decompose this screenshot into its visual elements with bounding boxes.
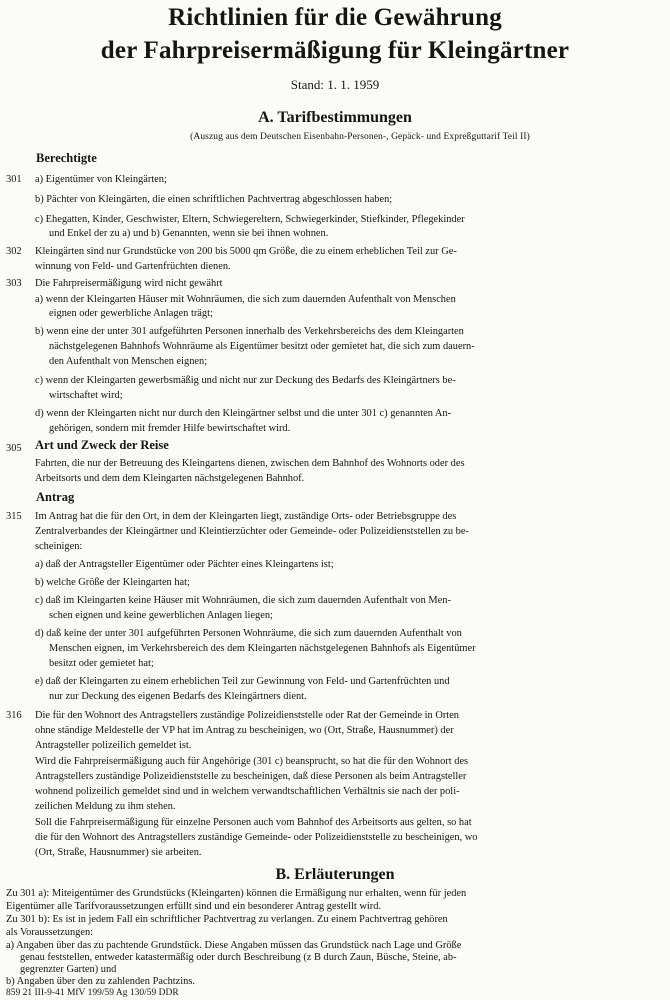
antrag-b: b) welche Größe der Kleingarten hat; [35, 577, 190, 588]
paragraph-number: 305 [6, 443, 22, 454]
p316-line2: ohne ständige Meldestelle der VP hat im Antrag zu bescheinigen, wo (Ort, Straße, Hausnummer) der [35, 725, 454, 736]
berechtigte-a: a) Eigentümer von Kleingärten; [35, 174, 167, 185]
art-line2: Arbeitsorts und dem dem Kleingarten nächstgelegenen Bahnhof. [35, 473, 305, 484]
p316-line10: (Ort, Straße, Hausnummer) sie arbeiten. [35, 847, 202, 858]
antrag-d-line1: d) daß keine der unter 301 aufgeführten Personen Wohnräume, die sich zum dauernden Aufenthalt von [35, 628, 462, 639]
antrag-d-line2: Menschen eignen, im Verkehrsbereich des dem Kleingarten nächstgelegenen Bahnhofs als Eigentümer [49, 643, 476, 654]
p303-c-line2: wirtschaftet wird; [49, 390, 123, 401]
section-a-heading: A. Tarifbestimmungen [258, 109, 412, 126]
zu301b-line2: als Voraussetzungen: [6, 927, 94, 938]
p316-line7: zeilichen Meldung zu ihm stehen. [35, 801, 176, 812]
antrag-c-line2: schen eignen und keine gewerblichen Anlagen liegen; [49, 610, 273, 621]
p316-line9: die für den Wohnort des Antragstellers zuständige Gemeinde- oder Polizeidienststelle zu bescheinigen, wo [35, 832, 478, 843]
p303-b-line1: b) wenn eine der unter 301 aufgeführten Personen innerhalb des Verkehrsbereichs des dem Kleingarten [35, 326, 464, 337]
p303-a-line2: eignen oder gewerbliche Anlagen trägt; [49, 308, 213, 319]
p303-d-line2: gehörigen, sondern mit fremder Hilfe bewirtschaftet wird. [49, 423, 291, 434]
antrag-intro-line3: scheinigen: [35, 541, 83, 552]
paragraph-number: 316 [6, 710, 22, 721]
antrag-e-line2: nur zur Deckung des eigenen Bedarfs des Kleingärtners dient. [49, 691, 307, 702]
p316-line3: Antragsteller polizeilich gemeldet ist. [35, 740, 192, 751]
zu301a-line1: Zu 301 a): Miteigentümer des Grundstücks (Kleingarten) können die Ermäßigung nur erhalten, wenn für jeden [6, 888, 467, 899]
berechtigte-c-line1: c) Ehegatten, Kinder, Geschwister, Eltern, Schwiegereltern, Schwiegerkinder, Stiefkinder, Pflegekinder [35, 214, 465, 225]
paragraph-number: 303 [6, 278, 22, 289]
p316-line6: wohnend polizeilich gemeldet sind und in welchem verwandtschaftlichen Verhältnis sie nach der poli- [35, 786, 460, 797]
p316-line8: Soll die Fahrpreisermäßigung für einzelne Personen auch vom Bahnhof des Arbeitsorts aus gelten, so hat [35, 817, 472, 828]
p303-a-line1: a) wenn der Kleingarten Häuser mit Wohnräumen, die sich zum dauernden Aufenthalt von Menschen [35, 294, 456, 305]
art-heading: Art und Zweck der Reise [35, 438, 169, 452]
zu301b-a-line1: a) Angaben über das zu pachtende Grundstück. Diese Angaben müssen das Grundstück nach Lage und Größe [6, 940, 462, 951]
zu301b-a-line3: gegrenzter Garten) und [20, 964, 117, 975]
berechtigte-heading: Berechtigte [36, 151, 97, 165]
berechtigte-b: b) Pächter von Kleingärten, die einen schriftlichen Pachtvertrag abgeschlossen haben; [35, 194, 393, 205]
zu301a-line2: Eigentümer alle Tarifvoraussetzungen erfüllt sind und ein besonderer Antrag gestellt wird. [6, 901, 382, 912]
p303-d-line1: d) wenn der Kleingarten nicht nur durch den Kleingärtner selbst und die unter 301 c) genannten An- [35, 408, 452, 419]
p303-b-line2: nächstgelegenen Bahnhofs Wohnräume als Eigentümer besitzt oder gemietet hat, die sich zum dauern- [49, 341, 475, 352]
p303-intro: Die Fahrpreisermäßigung wird nicht gewährt [35, 278, 223, 289]
antrag-heading: Antrag [36, 490, 75, 504]
print-code: 859 21 III-9-41 MfV 199/59 Ag 130/59 DDR [6, 988, 179, 998]
paragraph-number: 315 [6, 511, 22, 522]
antrag-e-line1: e) daß der Kleingarten zu einem erheblichen Teil zur Gewinnung von Feld- und Gartenfrüchten und [35, 676, 450, 687]
p316-line4: Wird die Fahrpreisermäßigung auch für Angehörige (301 c) beansprucht, so hat die für den Wohnort des [35, 756, 469, 767]
p316-line5: Antragstellers zuständige Polizeidienststelle zu bescheinigen, daß diese Personen als beim Antragsteller [35, 771, 467, 782]
antrag-a: a) daß der Antragsteller Eigentümer oder Pächter eines Kleingartens ist; [35, 559, 334, 570]
zu301b-line1: Zu 301 b): Es ist in jedem Fall ein schriftlicher Pachtvertrag zu verlangen. Zu einem Pachtvertrag gehören [6, 914, 448, 925]
section-a-subtitle: (Auszug aus dem Deutschen Eisenbahn-Personen-, Gepäck- und Expreßguttarif Teil II) [190, 132, 530, 142]
section-b-heading: B. Erläuterungen [275, 866, 395, 883]
p303-b-line3: den Aufenthalt von Menschen eignen; [49, 356, 208, 367]
paragraph-number: 302 [6, 246, 22, 257]
stand-date: Stand: 1. 1. 1959 [290, 77, 380, 92]
zu301b-a-line2: genau feststellen, entweder katastermäßig oder durch Beschreibung (z B durch Zaun, Büsche, Steine, ab- [20, 952, 457, 963]
antrag-intro-line2: Zentralverbandes der Kleingärtner und Kleintierzüchter oder Gemeinde- oder Polizeidienststellen zu be- [35, 526, 469, 537]
p303-c-line1: c) wenn der Kleingarten gewerbsmäßig und nicht nur zur Deckung des Bedarfs des Kleingärtners be- [35, 375, 456, 386]
paragraph-number: 301 [6, 174, 22, 185]
p316-line1: Die für den Wohnort des Antragstellers zuständige Polizeidienststelle oder Rat der Gemeinde in Orten [35, 710, 460, 721]
title-line-1: Richtlinien für die Gewährung [168, 4, 502, 31]
art-line1: Fahrten, die nur der Betreuung des Kleingartens dienen, zwischen dem Bahnhof des Wohnorts oder des [35, 458, 465, 469]
title-line-2: der Fahrpreisermäßigung für Kleingärtner [100, 37, 570, 64]
p302-line2: winnung von Feld- und Gartenfrüchten dienen. [35, 261, 231, 272]
p302-line1: Kleingärten sind nur Grundstücke von 200 bis 5000 qm Größe, die zu einem erheblichen Teil zur Ge- [35, 246, 457, 257]
berechtigte-c-line2: und Enkel der zu a) und b) Genannten, wenn sie bei ihnen wohnen. [49, 228, 329, 239]
zu301b-b: b) Angaben über den zu zahlenden Pachtzins. [6, 976, 195, 987]
antrag-c-line1: c) daß im Kleingarten keine Häuser mit Wohnräumen, die sich zum dauernden Aufenthalt von Men- [35, 595, 451, 606]
antrag-d-line3: besitzt oder gemietet hat; [49, 658, 154, 669]
antrag-intro-line1: Im Antrag hat die für den Ort, in dem der Kleingarten liegt, zuständige Orts- oder Betriebsgruppe des [35, 511, 457, 522]
